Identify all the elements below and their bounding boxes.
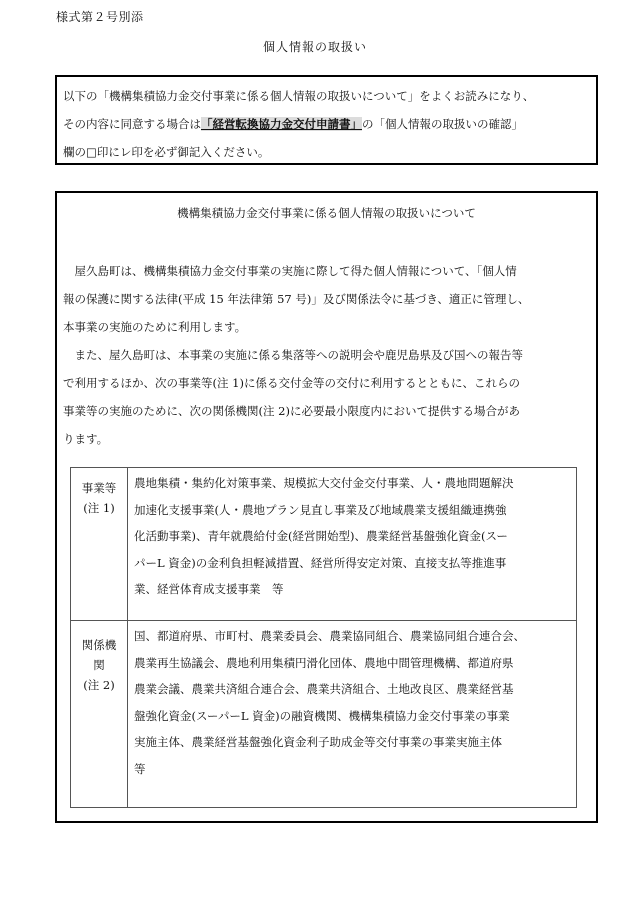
- section-title: 機構集積協力金交付事業に係る個人情報の取扱いについて: [177, 206, 476, 220]
- table-cell-line: 実施主体、農業経営基盤強化資金利子助成金等交付事業の事業実施主体: [134, 735, 502, 749]
- paragraph-2-line: ります。: [63, 432, 109, 446]
- paragraph-1-line: 屋久島町は、機構集積協力金交付事業の実施に際して得た個人情報について、「個人情: [63, 264, 517, 278]
- notice-line-3: 欄の□印にレ印を必ず御記入ください。: [63, 145, 270, 159]
- row-header-line: 事業等: [81, 481, 117, 495]
- row-body-institutions: [134, 621, 572, 782]
- page-title: 個人情報の取扱い: [262, 40, 367, 54]
- row-header-line: 関: [93, 658, 105, 672]
- table-cell-line: 農業再生協議会、農地利用集積円滑化団体、農地中間管理機構、都道府県: [134, 655, 514, 670]
- privacy-policy-box: [55, 191, 598, 823]
- application-form-name: 「経営転換協力金交付申請書」: [201, 117, 362, 131]
- table-cell-line: 国、都道府県、市町村、農業委員会、農業協同組合、農業協同組合連合会、: [134, 629, 525, 643]
- paragraph-2: [63, 341, 591, 453]
- table-cell-line: 農地集積・集約化対策事業、規模拡大交付金交付事業、人・農地問題解決: [134, 476, 514, 490]
- table-cell-line: 加速化支援事業(人・農地プラン見直し事業及び地域農業支援組織連携強: [134, 502, 507, 517]
- table-cell-line: パーL 資金)の金利負担軽減措置、経営所得安定対策、直接支払等推進事: [134, 555, 507, 570]
- row-header-line: (注 2): [83, 678, 115, 692]
- table-row-projects: [71, 468, 576, 621]
- notice-line-2: [63, 110, 590, 138]
- paragraph-1: [63, 257, 591, 341]
- row-header-line: 関係機: [81, 638, 117, 652]
- table-cell-line: 農業会議、農業共済組合連合会、農業共済組合、土地改良区、農業経営基: [134, 682, 514, 696]
- row-body-projects: [134, 468, 572, 603]
- row-header-line: (注 1): [83, 501, 115, 515]
- form-number-label: 様式第２号別添: [56, 10, 144, 24]
- row-header-institutions: [71, 621, 128, 807]
- notice-line-2-prefix: その内容に同意する場合は: [63, 117, 201, 131]
- table-cell-line: 業、経営体育成支援事業 等: [134, 582, 284, 596]
- notice-line-1: 以下の「機構集積協力金交付事業に係る個人情報の取扱いについて」をよくお読みになり、: [63, 89, 535, 103]
- table-cell-line: 盤強化資金(スーパーL 資金)の融資機関、機構集積協力金交付事業の事業: [134, 708, 510, 723]
- paragraph-1-line: 報の保護に関する法律(平成 15 年法律第 57 号)」及び関係法令に基づき、適正に管理し、: [63, 292, 530, 306]
- paragraph-2-line: で利用するほか、次の事業等(注 1)に係る交付金等の交付に利用するとともに、これらの: [63, 376, 520, 390]
- projects-institutions-table: [70, 467, 577, 808]
- paragraph-2-line: 事業等の実施のために、次の関係機関(注 2)に必要最小限度内において提供する場合があ: [63, 404, 520, 418]
- consent-notice-box: [55, 75, 598, 165]
- row-header-projects: [71, 468, 128, 620]
- table-cell-line: 等: [134, 761, 146, 776]
- table-cell-line: 化活動事業)、青年就農給付金(経営開始型)、農業経営基盤強化資金(スー: [134, 529, 508, 543]
- table-row-institutions: [71, 621, 576, 807]
- paragraph-1-line: 本事業の実施のために利用します。: [63, 320, 247, 334]
- paragraph-2-line: また、屋久島町は、本事業の実施に係る集落等への説明会や鹿児島県及び国への報告等: [63, 348, 523, 362]
- notice-line-2-suffix: の「個人情報の取扱いの確認」: [362, 117, 523, 131]
